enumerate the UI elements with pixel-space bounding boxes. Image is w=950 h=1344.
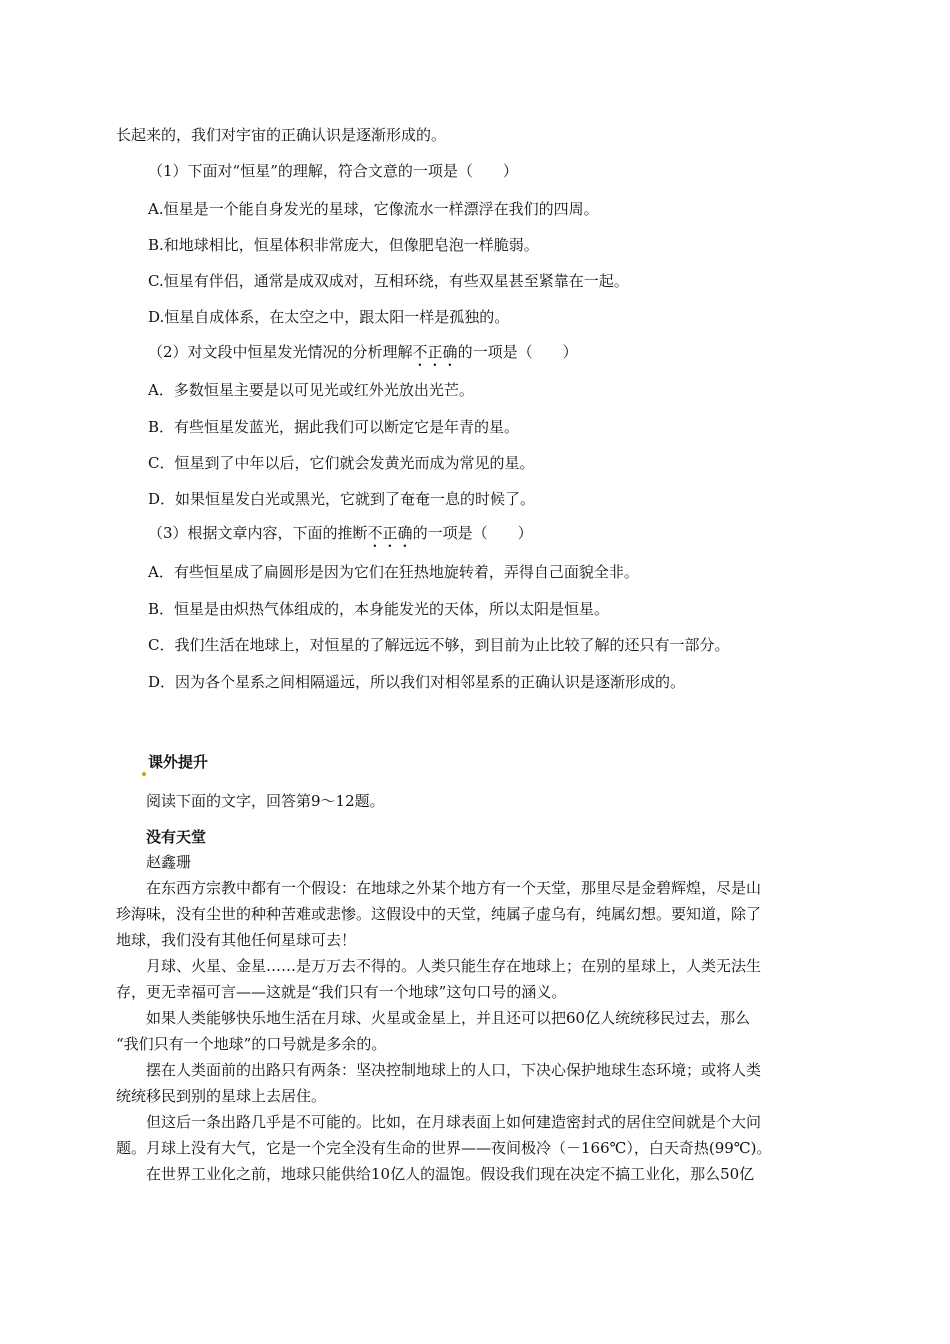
article-line: 但这后一条出路几乎是不可能的。比如，在月球表面上如何建造密封式的居住空间就是个大问 (146, 1113, 762, 1131)
section-heading: 课外提升 (148, 753, 209, 771)
question-1-option-c: C.恒星有伴侣，通常是成双成对，互相环绕，有些双星甚至紧靠在一起。 (148, 272, 629, 290)
article-line: 存，更无幸福可言——这就是“我们只有一个地球”这句口号的涵义。 (116, 983, 567, 1001)
question-3-option-a: A．有些恒星成了扁圆形是因为它们在狂热地旋转着，弄得自己面貌全非。 (148, 563, 639, 581)
article-line: 在东西方宗教中都有一个假设：在地球之外某个地方有一个天堂，那里尽是金碧辉煌，尽是山 (146, 879, 762, 897)
article-line: 统统移民到别的星球上去居住。 (116, 1087, 327, 1105)
question-2-stem (148, 341, 578, 363)
question-2-stem-before: （2）对文段中恒星发光情况的分析理解 (148, 343, 413, 361)
question-2-option-b: B．有些恒星发蓝光，据此我们可以断定它是年青的星。 (148, 418, 520, 436)
question-2-stem-after: 的一项是（ ） (457, 343, 578, 361)
question-3-emphasis: 不正确 (367, 524, 413, 542)
question-3-option-d: D．因为各个星系之间相隔遥远，所以我们对相邻星系的正确认识是逐渐形成的。 (148, 673, 686, 691)
article-line: 在世界工业化之前，地球只能供给10亿人的温饱。假设我们现在决定不搞工业化，那么50亿 (146, 1165, 755, 1183)
question-3-stem-after: 的一项是（ ） (412, 524, 533, 542)
question-1-option-b: B.和地球相比，恒星体积非常庞大，但像肥皂泡一样脆弱。 (148, 236, 539, 254)
article-title: 没有天堂 (146, 828, 207, 846)
question-3-option-c: C．我们生活在地球上，对恒星的了解远远不够，到目前为止比较了解的还只有一部分。 (148, 636, 730, 654)
question-3-option-b: B．恒星是由炽热气体组成的，本身能发光的天体，所以太阳是恒星。 (148, 600, 610, 618)
article-line: 地球，我们没有其他任何星球可去！ (116, 931, 357, 949)
article-line: 如果人类能够快乐地生活在月球、火星或金星上，并且还可以把60亿人统统移民过去，那么 (146, 1009, 751, 1027)
question-3-stem-before: （3）根据文章内容，下面的推断 (148, 524, 368, 542)
question-2-option-d: D．如果恒星发白光或黑光，它就到了奄奄一息的时候了。 (148, 490, 536, 508)
article-line: 题。月球上没有大气，它是一个完全没有生命的世界——夜间极冷（－166℃），白天奇热(99℃)。 (116, 1139, 772, 1157)
question-2-emphasis: 不正确 (412, 343, 458, 361)
article-line: 月球、火星、金星……是万万去不得的。人类只能生存在地球上；在别的星球上，人类无法生 (146, 957, 762, 975)
article-author: 赵鑫珊 (146, 853, 192, 871)
section-marker-dot (142, 772, 146, 776)
question-2-option-a: A．多数恒星主要是以可见光或红外光放出光芒。 (148, 381, 474, 399)
question-2-option-c: C．恒星到了中年以后，它们就会发黄光而成为常见的星。 (148, 454, 535, 472)
reading-instruction: 阅读下面的文字，回答第9～12题。 (146, 792, 385, 810)
question-1-option-a: A.恒星是一个能自身发光的星球，它像流水一样漂浮在我们的四周。 (148, 200, 599, 218)
article-line: 珍海味，没有尘世的种种苦难或悲惨。这假设中的天堂，纯属子虚乌有，纯属幻想。要知道，除了 (116, 905, 762, 923)
question-3-stem (148, 522, 533, 544)
article-line: 摆在人类面前的出路只有两条：坚决控制地球上的人口，下决心保护地球生态环境；或将人类 (146, 1061, 762, 1079)
question-1-option-d: D.恒星自成体系，在太空之中，跟太阳一样是孤独的。 (148, 308, 510, 326)
paragraph-tail: 长起来的，我们对宇宙的正确认识是逐渐形成的。 (116, 126, 447, 144)
article-line: “我们只有一个地球”的口号就是多余的。 (116, 1035, 387, 1053)
question-1-stem: （1）下面对“恒星”的理解，符合文意的一项是（ ） (148, 162, 518, 180)
